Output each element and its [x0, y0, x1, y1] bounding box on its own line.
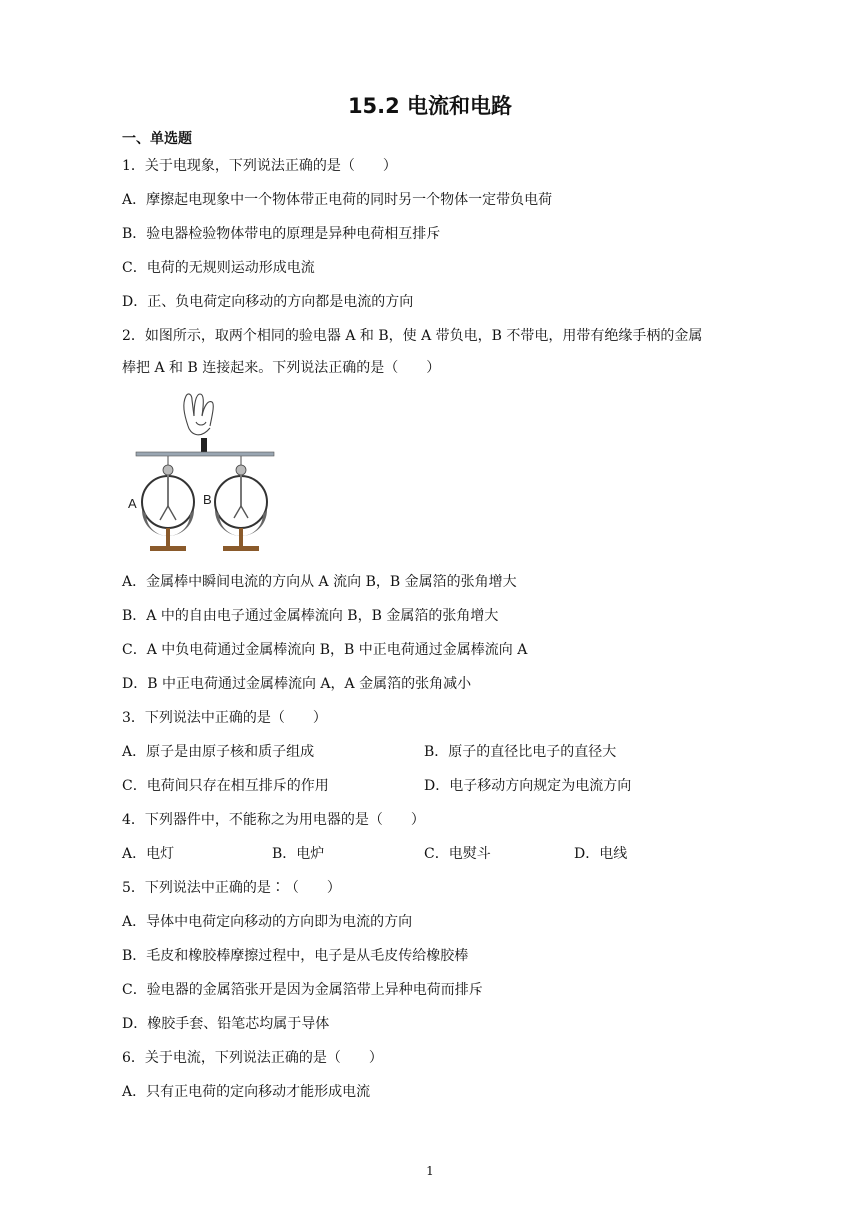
hand-illustration	[184, 394, 213, 435]
q5-option-b: B．毛皮和橡胶棒摩擦过程中，电子是从毛皮传给橡胶棒	[122, 948, 469, 964]
q5-option-c: C．验电器的金属箔张开是因为金属箔带上异种电荷而排斥	[122, 982, 483, 998]
q1-option-b: B．验电器检验物体带电的原理是异种电荷相互排斥	[122, 226, 441, 242]
electroscope-diagram	[130, 388, 280, 564]
q4-option-b: B．电炉	[272, 846, 325, 862]
page-title: 15.2 电流和电路	[347, 94, 513, 118]
q5-option-d: D．橡胶手套、铅笔芯均属于导体	[122, 1016, 330, 1032]
q4-option-a: A．电灯	[122, 846, 175, 862]
q6-option-a: A．只有正电荷的定向移动才能形成电流	[122, 1084, 371, 1100]
q2-option-b: B．A 中的自由电子通过金属棒流向 B，B 金属箔的张角增大	[122, 608, 499, 624]
q4-option-d: D．电线	[574, 846, 628, 862]
q1-option-a: A．摩擦起电现象中一个物体带正电荷的同时另一个物体一定带负电荷	[122, 192, 553, 208]
q4-stem: 4．下列器件中，不能称之为用电器的是（ ）	[122, 812, 425, 828]
label-a: A	[128, 496, 137, 511]
page-number: 1	[426, 1164, 434, 1178]
q2-stem-line2: 棒把 A 和 B 连接起来。下列说法正确的是（ ）	[122, 360, 441, 376]
q3-option-c: C．电荷间只存在相互排斥的作用	[122, 778, 329, 794]
electroscope-a	[142, 456, 194, 551]
q3-stem: 3．下列说法中正确的是（ ）	[122, 710, 327, 726]
q1-stem: 1．关于电现象，下列说法正确的是（ ）	[122, 158, 397, 174]
q5-option-a: A．导体中电荷定向移动的方向即为电流的方向	[122, 914, 413, 930]
q2-option-d: D．B 中正电荷通过金属棒流向 A，A 金属箔的张角减小	[122, 676, 472, 692]
metal-rod	[136, 452, 274, 456]
electroscope-b	[215, 456, 267, 551]
label-b: B	[203, 492, 212, 507]
q2-stem-line1: 2．如图所示，取两个相同的验电器 A 和 B，使 A 带负电，B 不带电，用带有绝缘手柄的金属	[122, 328, 703, 344]
q3-option-b: B．原子的直径比电子的直径大	[424, 744, 617, 760]
q4-option-c: C．电熨斗	[424, 846, 491, 862]
q1-option-c: C．电荷的无规则运动形成电流	[122, 260, 315, 276]
section-heading: 一、单选题	[122, 131, 192, 147]
q2-option-c: C．A 中负电荷通过金属棒流向 B，B 中正电荷通过金属棒流向 A	[122, 642, 528, 658]
insulated-handle	[201, 438, 207, 454]
q5-stem: 5．下列说法中正确的是∶（ ）	[122, 880, 341, 896]
q2-option-a: A．金属棒中瞬间电流的方向从 A 流向 B，B 金属箔的张角增大	[122, 574, 517, 590]
q6-stem: 6．关于电流，下列说法正确的是（ ）	[122, 1050, 383, 1066]
electroscope-figure	[130, 388, 280, 564]
q1-option-d: D．正、负电荷定向移动的方向都是电流的方向	[122, 294, 414, 310]
q3-option-a: A．原子是由原子核和质子组成	[122, 744, 315, 760]
q3-option-d: D．电子移动方向规定为电流方向	[424, 778, 632, 794]
